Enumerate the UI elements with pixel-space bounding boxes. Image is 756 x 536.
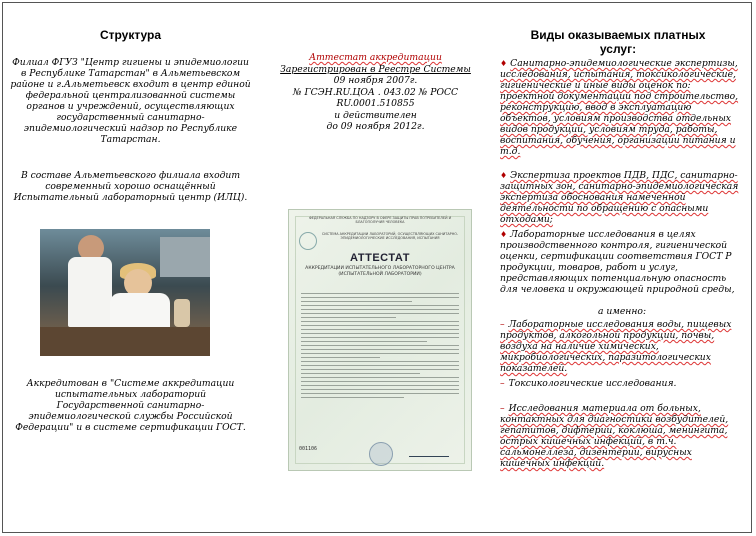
cert-header: ФЕДЕРАЛЬНАЯ СЛУЖБА ПО НАДЗОРУ В СФЕРЕ ЗАЩИТЫ ПРАВ ПОТРЕБИТЕЛЕЙ И БЛАГОПОЛУЧИЯ ЧЕЛОВЕКА	[308, 216, 452, 225]
signature	[409, 446, 449, 457]
structure-title: Структура	[99, 28, 162, 42]
dash-bullet-icon: –	[500, 378, 505, 389]
cert-number: 001106	[299, 446, 318, 452]
subservice-toxicology: – Токсикологические исследования.	[500, 378, 677, 389]
dash-bullet-icon: –	[500, 403, 505, 414]
attestat-valid: и действителен	[334, 109, 417, 121]
cert-subtitle: АККРЕДИТАЦИИ ИСПЫТАТЕЛЬНОГО ЛАБОРАТОРНОГО ЦЕНТРА (ИСПЫТАТЕЛЬНОЙ ЛАБОРАТОРИИ)	[305, 266, 455, 277]
certificate-image	[288, 209, 472, 471]
attestat-valid-until: до 09 ноября 2012г.	[326, 121, 425, 132]
diamond-bullet-icon: ♦	[500, 230, 508, 239]
laboratory-photo	[40, 229, 210, 356]
emblem-icon	[299, 232, 317, 250]
accreditation-paragraph: Аккредитован в "Системе аккредитации испытательных лабораторий Государственной санитарно-эпидемиологической службы Российской Федерации" и в системе сертификации ГОСТ.	[15, 378, 246, 433]
service-item-expertise: ♦ Санитарно-эпидемиологические экспертизы, исследования, испытания, токсикологические, гигиенические и иные виды оценок по: проектной документации под строительство, реконструкцию, ввод в эксплуатацию объектов, условиям производства отдельных видов продукции, условиям труда, работы, воспитания, обучения, организации питания и т.д.	[500, 58, 739, 157]
service-item-lab-tail: а именно:	[597, 306, 647, 317]
cert-text-lines	[301, 290, 459, 401]
services-title: Виды оказываемых платных услуг:	[530, 28, 706, 56]
cert-title: АТТЕСТАТ	[350, 252, 410, 264]
subservice-patient-material: – Исследования материала от больных, контактных для диагностики возбудителей, гепатитов, дифтерии, коклюша, менингита, острых кишечных инфекций, в т.ч. сальмонеллеза, дизентерии, вирусных кишечных инфекций.	[500, 403, 729, 469]
attestat-registered: Зарегистрирован в Реестре Системы	[280, 63, 471, 75]
dash-bullet-icon: –	[500, 319, 505, 330]
attestat-number: № ГСЭН.RU.ЦОА . 043.02 № РОСС	[292, 86, 459, 98]
diamond-bullet-icon: ♦	[500, 59, 508, 68]
attestat-number-2: RU.0001.510855	[336, 98, 415, 109]
diamond-bullet-icon: ♦	[500, 171, 508, 180]
service-item-projects: ♦ Экспертиза проектов ПДВ, ПДС, санитарно-защитных зон, санитарно-эпидемиологическая экспертиза обоснования намеченной деятельности по обращению с опасными отходами;	[500, 170, 739, 225]
service-item-lab: ♦ Лабораторные исследования в целях производственного контроля, гигиенической оценки, сертификации соответствия ГОСТ Р продукции, товаров, работ и услуг, представляющих потенциальную опасность для человека и окружающей природной среды,	[500, 229, 735, 295]
stamp-icon	[369, 442, 393, 466]
attestat-title: Аттестат аккредитации	[309, 52, 442, 63]
attestat-info	[263, 52, 488, 133]
intro-paragraph: Филиал ФГУЗ "Центр гигиены и эпидемиологии в Республике Татарстан" в Альметьевском районе и г.Альметьевск входит в центр единой федеральной централизованной системы органов и учреждений, осуществляющих государственный санитарно-эпидемиологический надзор по Республике Татарстан.	[10, 57, 251, 145]
attestat-date: 09 ноября 2007г.	[333, 75, 418, 86]
subservice-water-food: – Лабораторные исследования воды, пищевых продуктов, алкогольной продукции, почвы, воздуха на наличие химических, микробиологических, паразитологических показателей.	[500, 319, 732, 374]
lab-paragraph: В составе Альметьевского филиала входит современный хорошо оснащённый Испытательный лабораторный центр (ИЛЦ).	[13, 170, 248, 203]
cert-system: СИСТЕМА АККРЕДИТАЦИИ ЛАБОРАТОРИЙ, ОСУЩЕСТВЛЯЮЩИХ САНИТАРНО-ЭПИДЕМИОЛОГИЧЕСКИЕ ИССЛЕДОВАНИЯ, ИСПЫТАНИЯ	[321, 232, 459, 241]
